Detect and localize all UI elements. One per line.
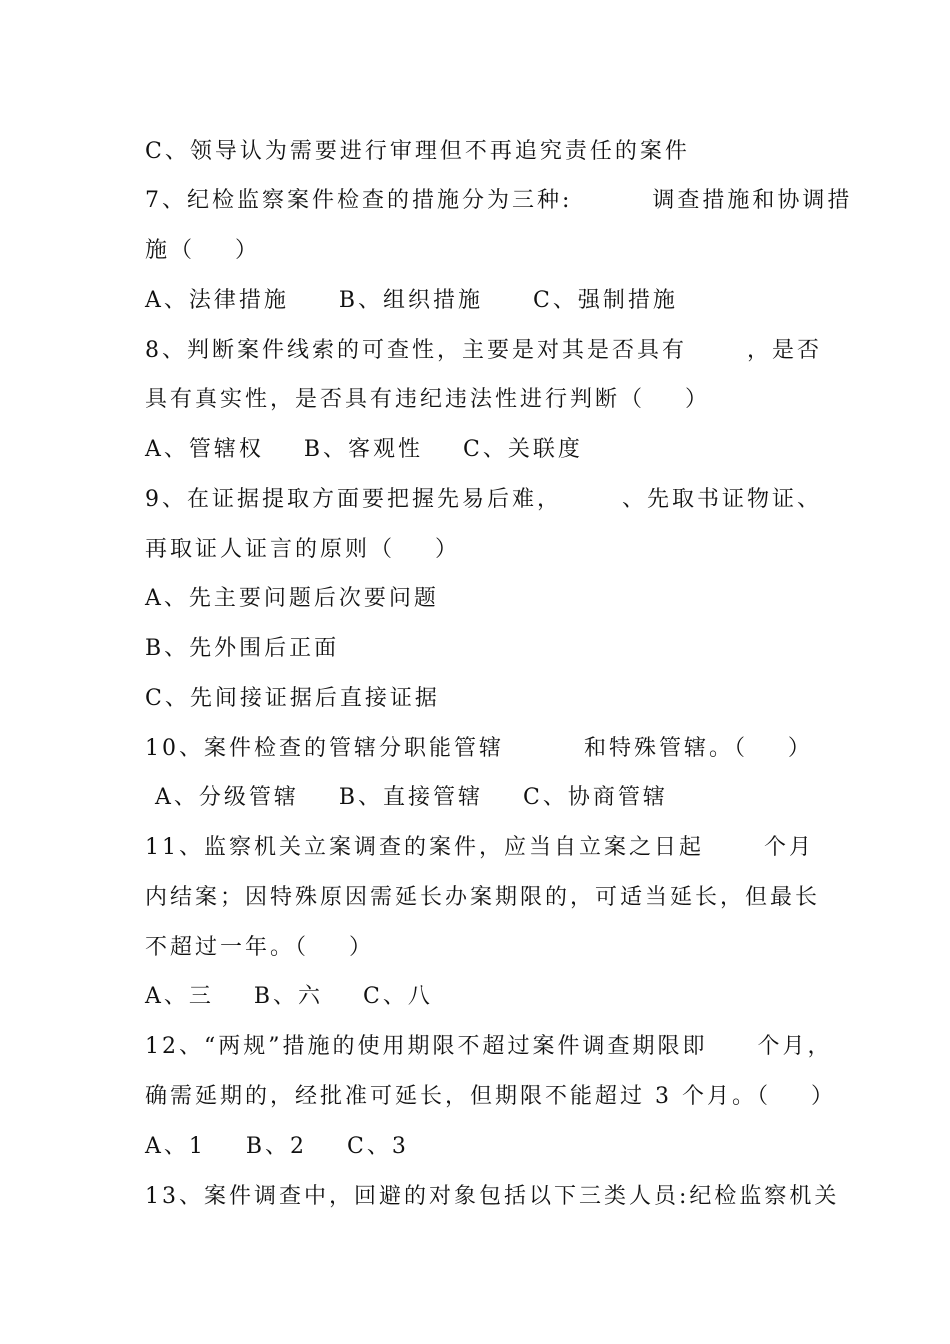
question-12-line-2: 确需延期的，经批准可延长，但期限不能超过 3 个月。（ ）	[145, 1084, 836, 1109]
question-9-line-1: 9、在证据提取方面要把握先易后难， 、先取书证物证、	[145, 487, 822, 512]
question-8-options: A、管辖权 B、客观性 C、关联度	[145, 437, 583, 462]
question-7-line-1: 7、纪检监察案件检查的措施分为三种: 调查措施和协调措	[145, 188, 853, 213]
question-9-option-c: C、先间接证据后直接证据	[145, 686, 440, 711]
question-8-line-1: 8、判断案件线索的可查性，主要是对其是否具有 ，是否	[145, 338, 822, 363]
question-9-line-2: 再取证人证言的原则（ ）	[145, 537, 460, 562]
question-11-line-1: 11、监察机关立案调查的案件，应当自立案之日起 个月	[145, 835, 814, 860]
question-11-line-3: 不超过一年。（ ）	[145, 935, 374, 960]
question-10-line-1: 10、案件检查的管辖分职能管辖 和特殊管辖。（ ）	[145, 736, 813, 761]
question-12-line-1: 12、“两规”措施的使用期限不超过案件调查期限即 个月，	[145, 1034, 833, 1059]
question-10-options: A、分级管辖 B、直接管辖 C、协商管辖	[145, 785, 668, 810]
question-7-line-2: 施（ ）	[145, 238, 260, 263]
question-7-options: A、法律措施 B、组织措施 C、强制措施	[145, 288, 678, 313]
question-11-line-2: 内结案；因特殊原因需延长办案期限的，可适当延长，但最长	[145, 885, 821, 910]
question-13-line-1: 13、案件调查中，回避的对象包括以下三类人员:纪检监察机关	[145, 1184, 840, 1209]
question-9-option-a: A、先主要问题后次要问题	[145, 586, 439, 611]
question-11-options: A、三 B、六 C、八	[145, 984, 433, 1009]
line-c-answer-q6: C、领导认为需要进行审理但不再追究责任的案件	[145, 139, 690, 164]
question-12-options: A、1 B、2 C、3	[145, 1134, 409, 1159]
question-9-option-b: B、先外围后正面	[145, 636, 340, 661]
question-8-line-2: 具有真实性，是否具有违纪违法性进行判断（ ）	[145, 387, 710, 412]
